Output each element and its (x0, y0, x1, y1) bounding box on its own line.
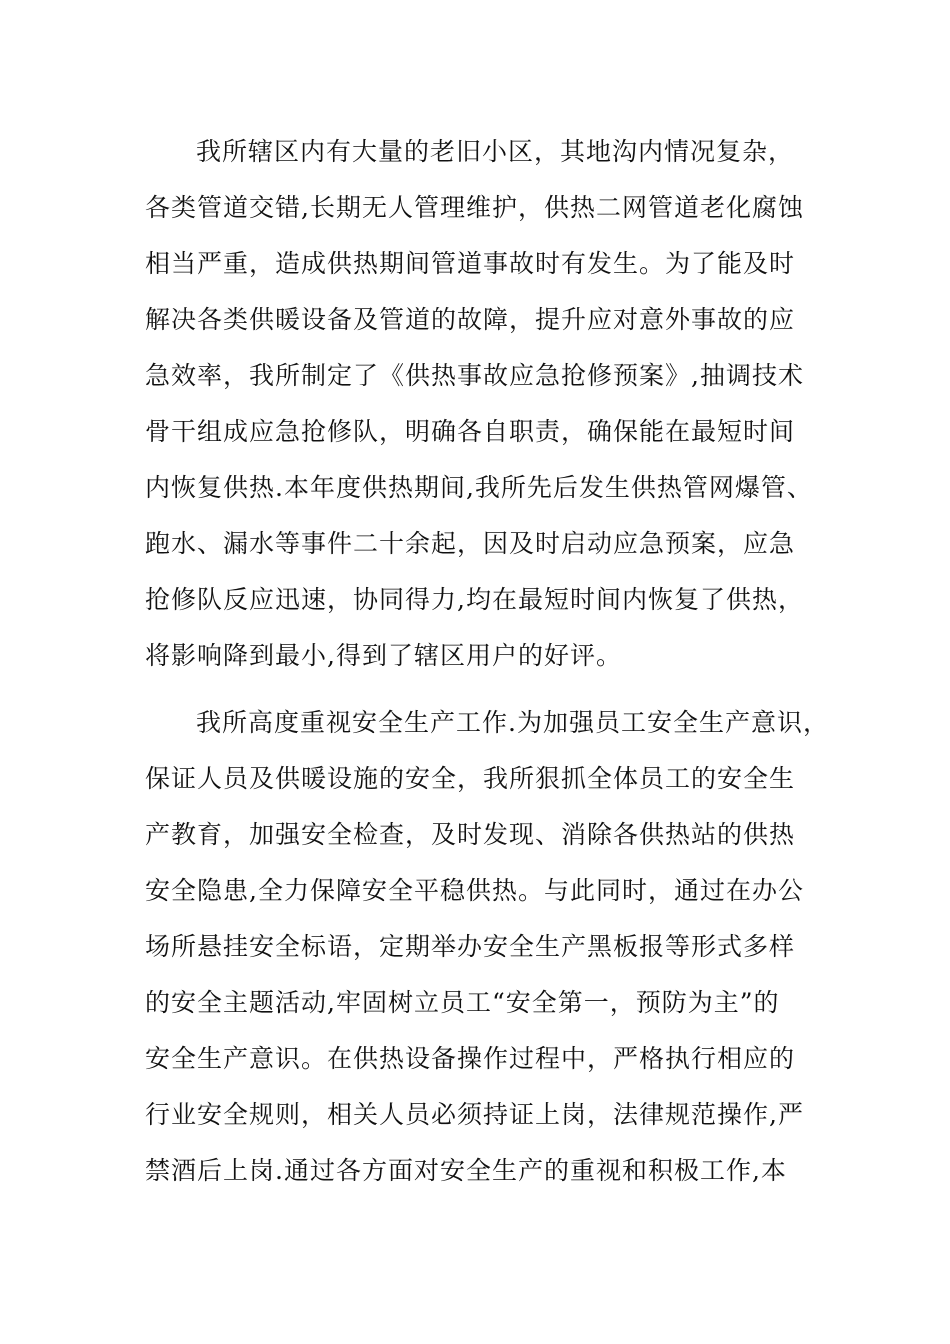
text-line: 保证人员及供暖设施的安全，我所狠抓全体员工的安全生 (145, 764, 796, 793)
text-line: 的安全主题活动,牢固树立员工“安全第一，预防为主”的 (145, 988, 780, 1017)
text-line: 安全隐患,全力保障安全平稳供热。与此同时，通过在办公 (145, 876, 804, 905)
text-line: 我所辖区内有大量的老旧小区，其地沟内情况复杂， (196, 137, 795, 166)
text-line: 相当严重，造成供热期间管道事故时有发生。为了能及时 (145, 249, 796, 278)
text-line: 内恢复供热.本年度供热期间,我所先后发生供热管网爆管、 (145, 473, 813, 502)
text-line: 各类管道交错,长期无人管理维护，供热二网管道老化腐蚀 (145, 193, 804, 222)
text-line: 将影响降到最小,得到了辖区用户的好评。 (145, 641, 622, 670)
text-line: 骨干组成应急抢修队，明确各自职责，确保能在最短时间 (145, 417, 796, 446)
text-line: 抢修队反应迅速，协同得力,均在最短时间内恢复了供热， (145, 585, 804, 614)
text-line: 跑水、漏水等事件二十余起，因及时启动应急预案，应急 (145, 529, 796, 558)
text-line: 禁酒后上岗.通过各方面对安全生产的重视和积极工作,本 (145, 1156, 787, 1185)
text-line: 急效率，我所制定了《供热事故应急抢修预案》,抽调技术 (145, 361, 804, 390)
text-line: 行业安全规则，相关人员必须持证上岗，法律规范操作,严 (145, 1100, 804, 1129)
text-line: 我所高度重视安全生产工作.为加强员工安全生产意识， (196, 708, 829, 737)
text-line: 解决各类供暖设备及管道的故障，提升应对意外事故的应 (145, 305, 796, 334)
text-line: 安全生产意识。在供热设备操作过程中，严格执行相应的 (145, 1044, 796, 1073)
text-line: 产教育，加强安全检查，及时发现、消除各供热站的供热 (145, 820, 796, 849)
text-line: 场所悬挂安全标语，定期举办安全生产黑板报等形式多样 (145, 932, 796, 961)
